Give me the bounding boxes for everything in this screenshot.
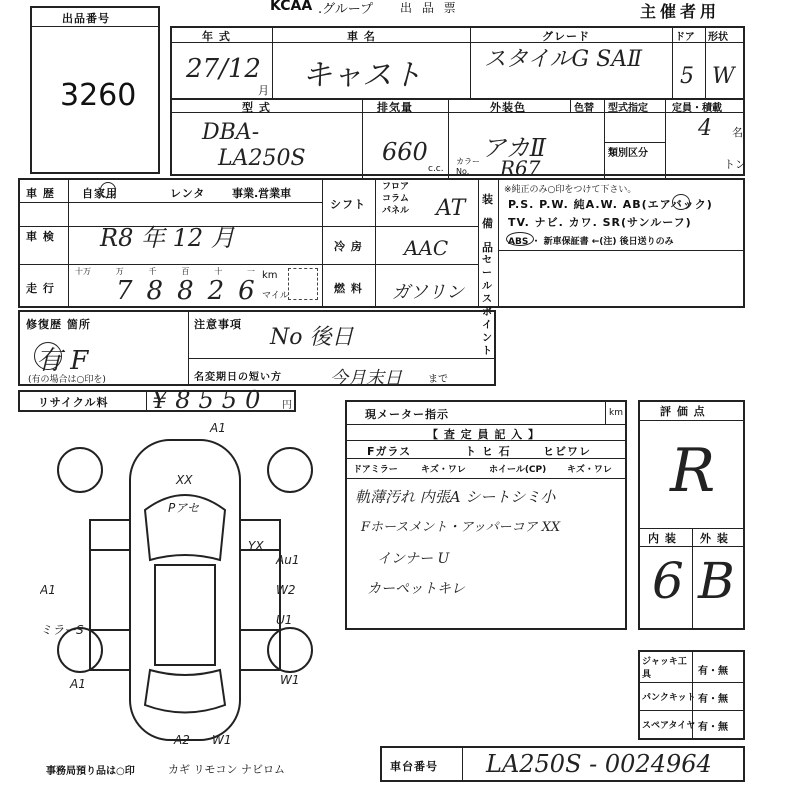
inspector-item-mirror: ドアミラー — [353, 465, 398, 475]
year-unit: 月 — [258, 84, 269, 97]
damage-mark: A1 — [40, 583, 56, 597]
remark-4: カーペットキレ — [367, 581, 465, 597]
damage-mark: YX — [248, 539, 264, 553]
interior-value: 6 — [652, 552, 684, 610]
model-line2: LA250S — [218, 146, 306, 171]
capacity-value: 4 — [698, 116, 712, 141]
inspector-item-crack: ヒビワレ — [543, 445, 591, 458]
load-unit: トン — [724, 158, 746, 171]
inspection-value: R8 年 12 月 — [100, 224, 235, 252]
exterior-label: 外 装 — [700, 532, 729, 545]
wheel-front-left-top — [58, 448, 102, 492]
remark-1: 軌薄汚れ 内張A シートシミ小 — [355, 488, 556, 506]
grade-value: スタイルG SAⅡ — [484, 47, 643, 72]
history-option-private: 自家用 — [82, 187, 118, 200]
lot-number: 3260 — [60, 78, 137, 113]
header-bar — [230, 0, 520, 17]
vehicle-grid — [170, 26, 746, 180]
digit-label-100k: 十万 — [75, 267, 91, 276]
repair-label: 修復歴 箇所 — [26, 318, 91, 331]
inspector-item-fglass: Fガラス — [367, 445, 412, 458]
history-option-business: 事業.営業車 — [232, 187, 292, 200]
displacement-label: 排気量 — [377, 101, 413, 114]
history-selected-mark — [100, 182, 116, 198]
model-line1: DBA- — [202, 120, 260, 145]
damage-mark: Pアセ — [168, 501, 200, 515]
jack-label: ジャッキ工具 — [642, 657, 687, 680]
damage-mark: W2 — [276, 583, 296, 597]
color-code-label: 色替 — [574, 103, 594, 114]
damage-mark: A1 — [70, 677, 86, 691]
capacity-unit: 名 — [732, 126, 743, 139]
equipment-note: ※純正のみ○印をつけて下さい。 — [504, 185, 637, 195]
shift-options — [382, 181, 409, 217]
inspector-box — [345, 400, 627, 630]
inspector-label: 【 査 定 員 記 入 】 — [427, 428, 540, 441]
spare-option: 有・無 — [698, 722, 728, 733]
year-label: 年 式 — [202, 30, 231, 43]
grade-box — [638, 400, 745, 630]
history-option-rental: レンタ — [170, 187, 206, 200]
shift-label: シフト — [330, 198, 366, 211]
lot-label: 出品番号 — [62, 12, 110, 25]
class-label: 類別区分 — [608, 148, 648, 159]
header-organizer: 主催者用 — [640, 2, 721, 21]
deadline-suffix: まで — [428, 374, 448, 385]
inspection-label: 車 検 — [26, 230, 55, 243]
inspector-item-mirror-opt: キズ・ワレ — [421, 465, 466, 475]
wheel-front-right-top — [268, 448, 312, 492]
fuel-label: 燃 料 — [334, 282, 363, 295]
displacement-unit: c.c. — [428, 164, 444, 174]
damage-mark: ミラーS — [40, 623, 84, 637]
shape-value: W — [712, 64, 735, 89]
doors-label: ドア — [675, 32, 695, 43]
ac-value: AAC — [404, 236, 449, 260]
mileage-label: 走 行 — [26, 282, 55, 295]
shift-value: AT — [436, 196, 466, 221]
exterior-value: B — [698, 552, 735, 610]
grade-value: R — [670, 436, 716, 506]
shape-label: 形状 — [708, 32, 728, 43]
wheel-rear-right — [268, 628, 312, 672]
chassis-value: LA250S - 0024964 — [486, 750, 712, 778]
tools-box — [638, 650, 745, 740]
history-label: 車 歴 — [26, 187, 55, 200]
chassis-box — [380, 746, 745, 782]
equipment-label: 装備品 — [482, 193, 494, 254]
digit-label-100: 百 — [181, 267, 190, 276]
rear-window-outline — [145, 670, 225, 713]
repair-value: 有 F — [36, 346, 89, 376]
damage-diagram — [40, 420, 330, 760]
recycle-label: リサイクル料 — [38, 396, 109, 409]
mileage-mile: マイル — [262, 291, 289, 301]
notes-label: 注意事項 — [194, 318, 242, 331]
digit-label-1k: 千 — [148, 267, 157, 276]
mileage-unit: km — [262, 270, 278, 281]
equipment-line2: TV. ナビ. カワ. SR(サンルーフ) — [508, 216, 692, 229]
damage-mark: XX — [176, 473, 193, 487]
damage-mark: W1 — [280, 673, 300, 687]
doors-value: 5 — [680, 64, 694, 89]
shift-option-floor: フロア — [382, 182, 410, 192]
repair-circle-mark — [34, 342, 62, 370]
chassis-label: 車台番号 — [390, 760, 438, 773]
shift-option-column: コラム — [382, 194, 409, 204]
color-label: 外装色 — [490, 101, 526, 114]
puncture-label: パンクキット — [642, 693, 696, 703]
damage-mark: U1 — [276, 613, 293, 627]
meter-label: 現メーター指示 — [365, 408, 449, 421]
mileage-check-box — [288, 268, 318, 300]
inspector-item-wheel-opt: キズ・ワレ — [567, 465, 612, 475]
inspector-item-wheel: ホイール(CP) — [489, 465, 547, 475]
color-no-value: R67 — [500, 156, 541, 180]
name-value: キャスト — [302, 58, 422, 93]
left-side-panel — [90, 520, 130, 670]
mileage-value: 78826 — [116, 276, 269, 306]
model-label: 型 式 — [242, 101, 271, 114]
header-group: .グループ — [318, 2, 374, 17]
name-label: 車 名 — [347, 30, 376, 43]
recycle-unit: 円 — [282, 400, 292, 411]
damage-mark: W1 — [212, 733, 232, 747]
inspector-item-chip: ト ヒ 石 — [465, 445, 511, 458]
deadline-label: 名変期日の短い方 — [194, 372, 282, 383]
digit-label-1: 一 — [246, 267, 255, 276]
recycle-box — [18, 386, 296, 414]
remark-3: インナー U — [377, 551, 450, 567]
repair-note: (有の場合は○印を) — [28, 375, 106, 385]
color-no-label: カラーNo. — [456, 157, 480, 176]
deadline-value: 今月末日 — [330, 368, 402, 389]
capacity-label: 定員・積載 — [672, 103, 722, 114]
header-org: KCAA — [270, 0, 313, 14]
sales-point-label: セールスポイント — [482, 255, 493, 357]
equipment-line3: ABS ・ 新車保証書 ←(注) 後日送りのみ — [508, 237, 674, 247]
damage-mark: Au1 — [276, 553, 300, 567]
grade-label: 評 価 点 — [660, 405, 706, 418]
fuel-value: ガソリン — [392, 282, 464, 303]
interior-label: 内 装 — [648, 532, 677, 545]
shift-option-panel: パネル — [382, 206, 410, 216]
meter-unit: km — [609, 408, 623, 418]
displacement-value: 660 — [382, 138, 428, 166]
ac-label: 冷 房 — [334, 240, 363, 253]
office-label: 事務局預り品は○印 — [46, 766, 135, 777]
damage-mark: A1 — [210, 421, 226, 435]
digit-label-10k: 万 — [115, 267, 124, 276]
ab-circle-mark — [672, 194, 690, 210]
jack-option: 有・無 — [698, 666, 728, 677]
remark-2: Fホースメント・アッパーコア XX — [361, 520, 561, 535]
abs-circle-mark — [506, 232, 534, 246]
mileage-digit-labels — [75, 266, 255, 276]
notes-value: No 後日 — [270, 325, 354, 350]
type-spec-label: 型式指定 — [608, 103, 648, 114]
digit-label-10: 十 — [214, 267, 223, 276]
color-value: アカⅡ — [482, 134, 547, 162]
recycle-value: ¥8550 — [152, 386, 269, 414]
lot-box — [30, 6, 160, 174]
repair-notes-grid — [18, 310, 496, 389]
header-doc-type: 出 品 票 — [400, 1, 459, 15]
roof-outline — [155, 565, 215, 665]
office-items: カギ リモコン ナビロム — [168, 763, 285, 776]
damage-mark: A2 — [174, 733, 190, 747]
year-value: 27/12 — [186, 54, 261, 84]
puncture-option: 有・無 — [698, 694, 728, 705]
equipment-line1: P.S. P.W. 純A.W. AB(エアバック) — [508, 198, 713, 211]
spare-label: スペアタイヤ — [642, 721, 696, 731]
grade-label: グレード — [542, 30, 590, 43]
